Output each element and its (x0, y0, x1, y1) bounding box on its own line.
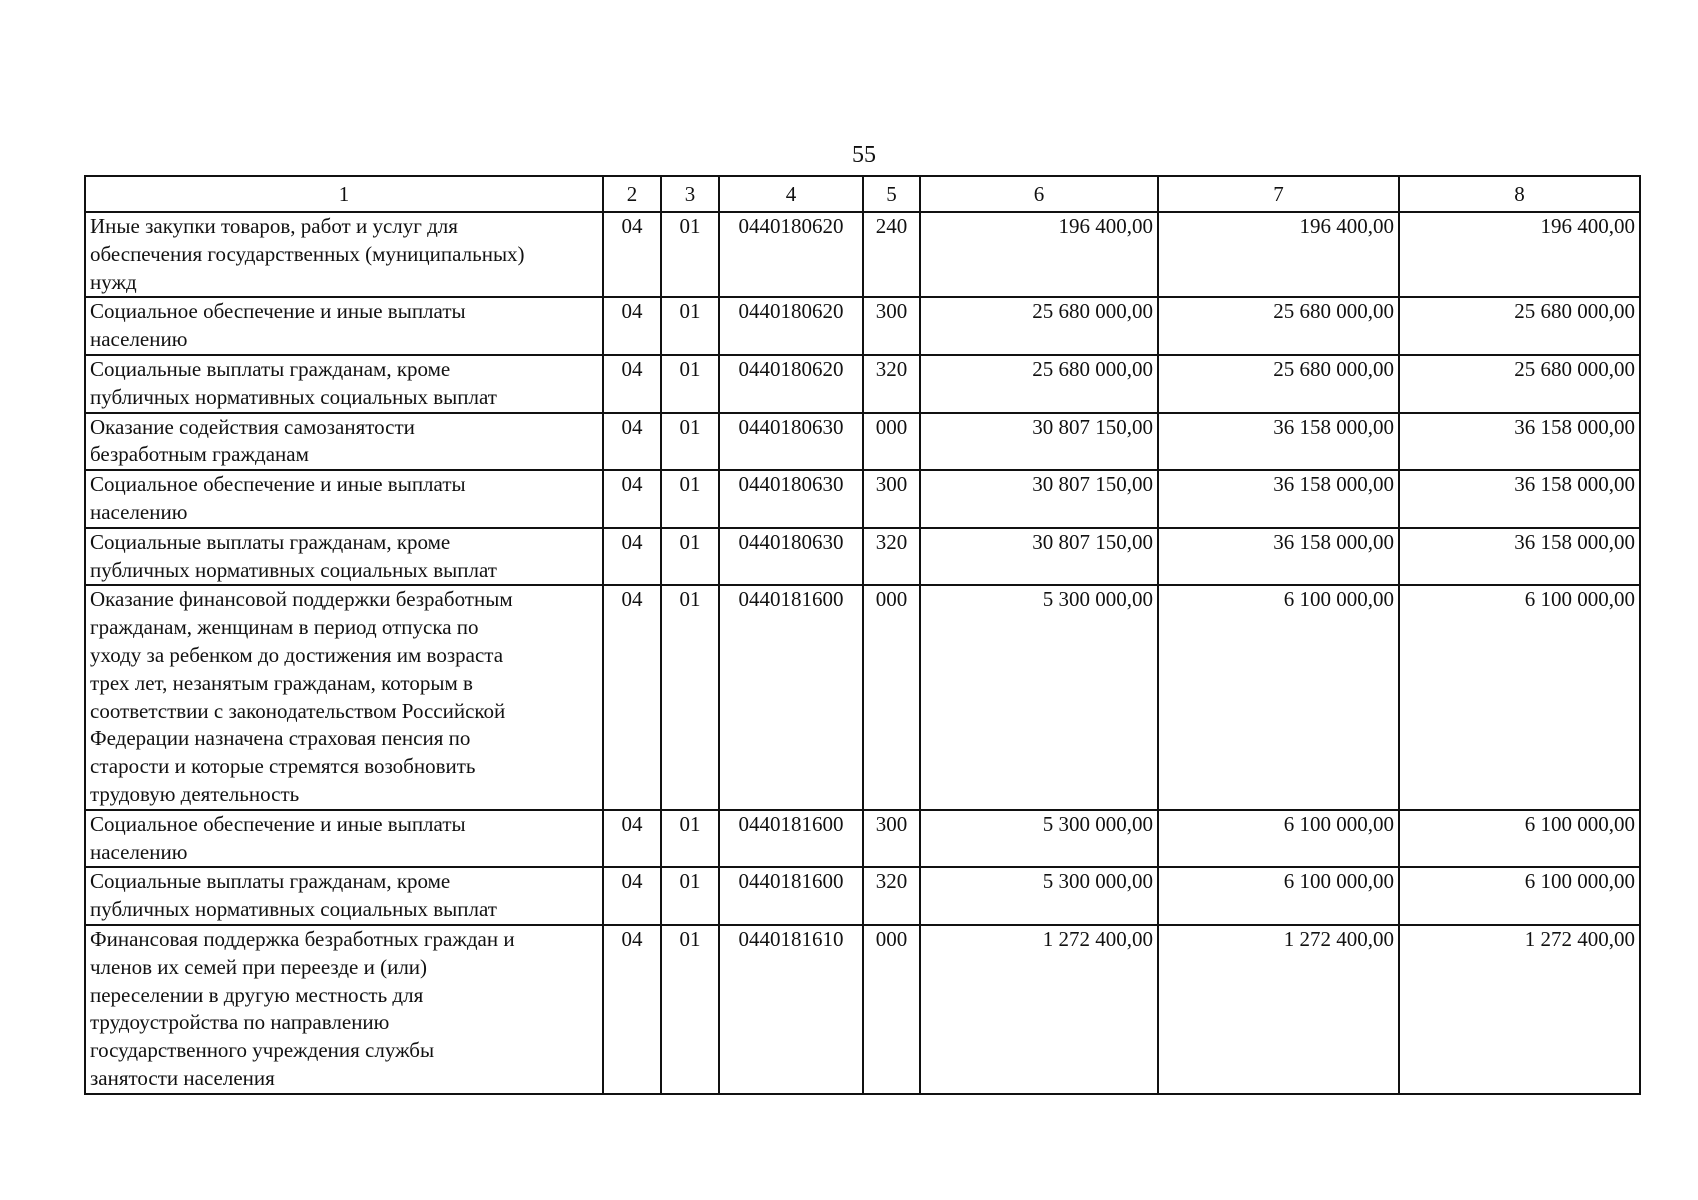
row-name: Оказание финансовой поддержки безработным гражданам, женщинам в период отпуска по уходу за ребенком до достижения им возраста трех лет, незанятым гражданам, которым в соответствии с законодательством Российской Федерации назначена страховая пенсия по старости и которые стремятся возобновить трудовую деятельность (85, 585, 603, 809)
section-code: 04 (603, 528, 661, 586)
subsection-code: 01 (661, 925, 719, 1094)
row-name: Социальное обеспечение и иные выплаты населению (85, 297, 603, 355)
table-row (85, 585, 1640, 809)
row-name: Социальное обеспечение и иные выплаты населению (85, 810, 603, 868)
amount-col-8: 36 158 000,00 (1399, 470, 1640, 528)
target-article-code: 0440180630 (719, 528, 863, 586)
amount-col-7: 36 158 000,00 (1158, 470, 1399, 528)
header-row (85, 176, 1640, 212)
expense-type-code: 000 (863, 925, 920, 1094)
row-name: Оказание содействия самозанятости безработным гражданам (85, 413, 603, 471)
amount-col-6: 25 680 000,00 (920, 355, 1158, 413)
expense-type-code: 320 (863, 355, 920, 413)
row-name: Социальные выплаты гражданам, кроме публичных нормативных социальных выплат (85, 867, 603, 925)
expense-type-code: 300 (863, 470, 920, 528)
table-row (85, 355, 1640, 413)
amount-col-8: 25 680 000,00 (1399, 297, 1640, 355)
amount-col-8: 6 100 000,00 (1399, 585, 1640, 809)
expense-type-code: 320 (863, 528, 920, 586)
amount-col-6: 30 807 150,00 (920, 413, 1158, 471)
amount-col-7: 1 272 400,00 (1158, 925, 1399, 1094)
target-article-code: 0440180620 (719, 212, 863, 297)
section-code: 04 (603, 585, 661, 809)
table-row (85, 470, 1640, 528)
column-header: 7 (1158, 176, 1399, 212)
section-code: 04 (603, 212, 661, 297)
expense-type-code: 000 (863, 585, 920, 809)
target-article-code: 0440181600 (719, 867, 863, 925)
expense-type-code: 300 (863, 810, 920, 868)
subsection-code: 01 (661, 413, 719, 471)
row-name: Иные закупки товаров, работ и услуг для обеспечения государственных (муниципальных) нужд (85, 212, 603, 297)
subsection-code: 01 (661, 810, 719, 868)
column-header: 6 (920, 176, 1158, 212)
column-header: 1 (85, 176, 603, 212)
amount-col-7: 25 680 000,00 (1158, 297, 1399, 355)
amount-col-7: 36 158 000,00 (1158, 528, 1399, 586)
subsection-code: 01 (661, 212, 719, 297)
subsection-code: 01 (661, 297, 719, 355)
amount-col-6: 5 300 000,00 (920, 810, 1158, 868)
row-name: Финансовая поддержка безработных граждан и членов их семей при переезде и (или) переселении в другую местность для трудоустройства по направлению государственного учреждения службы занятости населения (85, 925, 603, 1094)
section-code: 04 (603, 867, 661, 925)
section-code: 04 (603, 470, 661, 528)
section-code: 04 (603, 413, 661, 471)
section-code: 04 (603, 355, 661, 413)
subsection-code: 01 (661, 585, 719, 809)
target-article-code: 0440181600 (719, 585, 863, 809)
column-header: 5 (863, 176, 920, 212)
row-name: Социальные выплаты гражданам, кроме публичных нормативных социальных выплат (85, 355, 603, 413)
target-article-code: 0440181610 (719, 925, 863, 1094)
amount-col-8: 1 272 400,00 (1399, 925, 1640, 1094)
target-article-code: 0440181600 (719, 810, 863, 868)
target-article-code: 0440180620 (719, 355, 863, 413)
expense-type-code: 300 (863, 297, 920, 355)
amount-col-6: 1 272 400,00 (920, 925, 1158, 1094)
amount-col-8: 196 400,00 (1399, 212, 1640, 297)
column-header: 8 (1399, 176, 1640, 212)
expense-type-code: 000 (863, 413, 920, 471)
amount-col-6: 5 300 000,00 (920, 585, 1158, 809)
amount-col-6: 30 807 150,00 (920, 470, 1158, 528)
table-row (85, 867, 1640, 925)
table-row (85, 297, 1640, 355)
column-header: 2 (603, 176, 661, 212)
amount-col-8: 6 100 000,00 (1399, 810, 1640, 868)
amount-col-7: 25 680 000,00 (1158, 355, 1399, 413)
subsection-code: 01 (661, 528, 719, 586)
amount-col-6: 25 680 000,00 (920, 297, 1158, 355)
amount-col-7: 6 100 000,00 (1158, 867, 1399, 925)
section-code: 04 (603, 297, 661, 355)
expense-type-code: 240 (863, 212, 920, 297)
table-row (85, 212, 1640, 297)
amount-col-8: 36 158 000,00 (1399, 413, 1640, 471)
subsection-code: 01 (661, 470, 719, 528)
amount-col-6: 30 807 150,00 (920, 528, 1158, 586)
column-header: 3 (661, 176, 719, 212)
target-article-code: 0440180620 (719, 297, 863, 355)
page-number: 55 (852, 142, 876, 168)
section-code: 04 (603, 925, 661, 1094)
amount-col-7: 6 100 000,00 (1158, 585, 1399, 809)
target-article-code: 0440180630 (719, 413, 863, 471)
table-row (85, 925, 1640, 1094)
amount-col-8: 6 100 000,00 (1399, 867, 1640, 925)
column-header: 4 (719, 176, 863, 212)
table-row (85, 413, 1640, 471)
amount-col-6: 5 300 000,00 (920, 867, 1158, 925)
row-name: Социальные выплаты гражданам, кроме публичных нормативных социальных выплат (85, 528, 603, 586)
subsection-code: 01 (661, 867, 719, 925)
amount-col-7: 196 400,00 (1158, 212, 1399, 297)
amount-col-8: 36 158 000,00 (1399, 528, 1640, 586)
row-name: Социальное обеспечение и иные выплаты населению (85, 470, 603, 528)
subsection-code: 01 (661, 355, 719, 413)
amount-col-7: 36 158 000,00 (1158, 413, 1399, 471)
amount-col-6: 196 400,00 (920, 212, 1158, 297)
amount-col-7: 6 100 000,00 (1158, 810, 1399, 868)
section-code: 04 (603, 810, 661, 868)
target-article-code: 0440180630 (719, 470, 863, 528)
budget-table (84, 175, 1641, 1095)
amount-col-8: 25 680 000,00 (1399, 355, 1640, 413)
table-row (85, 810, 1640, 868)
expense-type-code: 320 (863, 867, 920, 925)
table-row (85, 528, 1640, 586)
